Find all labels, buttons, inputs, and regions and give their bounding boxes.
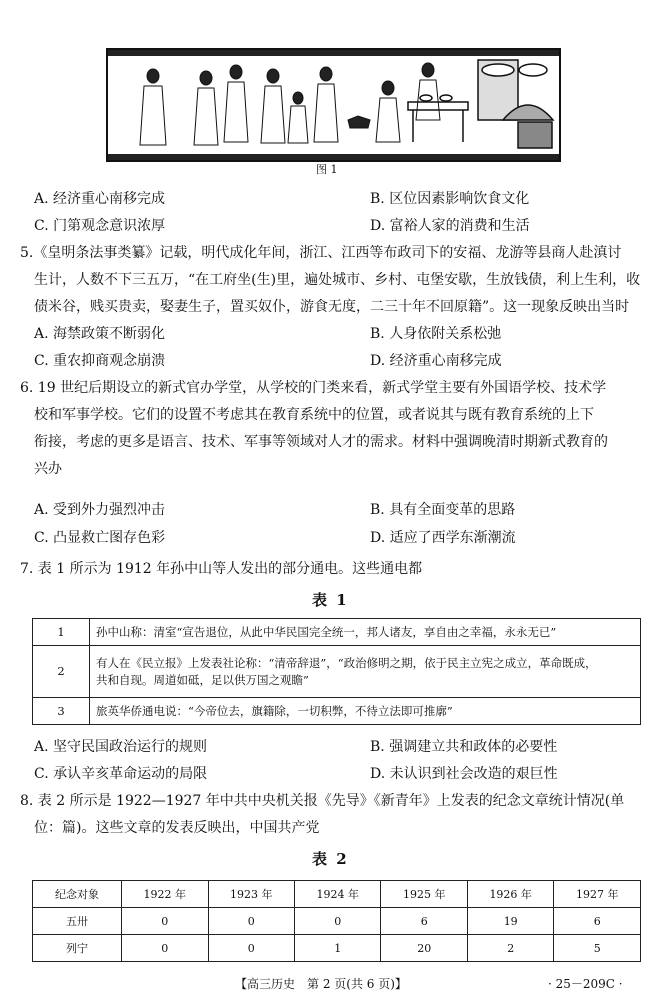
q6-option-b: B. 具有全面变革的思路 [370, 502, 516, 518]
table-1-cell-line: 有人在《民立报》上发表社论称：“清帝辞退”，“政治修明之期，依于民主立宪之成立，革命既成， [96, 655, 597, 670]
table-2-caption: 表 2 [312, 850, 349, 868]
table-row [33, 698, 641, 725]
figure-1-illustration [106, 48, 561, 162]
table-2-cell: 19 [467, 908, 553, 935]
table-2-cell: 5 [554, 935, 641, 962]
q5-option-a: A. 海禁政策不断弱化 [34, 326, 166, 342]
table-header-row [33, 881, 641, 908]
table-2-header-cell: 1924 年 [294, 881, 380, 908]
table-2-cell: 2 [467, 935, 553, 962]
q4-option-b: B. 区位因素影响饮食文化 [370, 191, 530, 207]
q4-option-c: C. 门第观念意识浓厚 [34, 218, 166, 234]
table-1 [32, 618, 641, 725]
table-2-cell: 20 [381, 935, 467, 962]
table-2-header-cell: 1927 年 [554, 881, 641, 908]
table-row [33, 908, 641, 935]
q7-stem: 7. 表 1 所示为 1912 年孙中山等人发出的部分通电。这些通电都 [20, 561, 423, 577]
table-row [33, 646, 641, 698]
table-1-cell-text: 旅英华侨通电说：“今帝位去，旗籍除，一切积弊，不待立法即可推廓” [90, 698, 641, 725]
table-2-cell: 0 [208, 935, 294, 962]
table-2-header-cell: 1926 年 [467, 881, 553, 908]
table-1-cell-num: 2 [33, 646, 90, 698]
q5-stem-line-2: 生计，人数不下三五万，“在工府坐(生)里，遍处城市、乡村、屯堡安歇，生放钱债，利上生利，收 [34, 272, 641, 288]
table-1-caption: 表 1 [312, 591, 349, 609]
q7-option-d: D. 未认识到社会改造的艰巨性 [370, 766, 558, 782]
table-2-cell: 6 [381, 908, 467, 935]
table-1-cell-num: 3 [33, 698, 90, 725]
table-row [33, 619, 641, 646]
table-1-cell-text: 孙中山称：清室“宣告退位，从此中华民国完全统一，邦人诸友，享自由之幸福，永永无已” [90, 619, 641, 646]
table-2-cell: 0 [294, 908, 380, 935]
q4-option-d: D. 富裕人家的消费和生活 [370, 218, 530, 234]
table-2-cell: 列宁 [33, 935, 122, 962]
table-2-header-cell: 1923 年 [208, 881, 294, 908]
q8-stem-line-2: 位：篇)。这些文章的发表反映出，中国共产党 [34, 820, 320, 836]
q7-option-b: B. 强调建立共和政体的必要性 [370, 739, 558, 755]
q6-stem-line-2: 校和军事学校。它们的设置不考虑其在教育系统中的位置，或者说其与既有教育系统的上下 [34, 407, 594, 423]
table-1-cell-num: 1 [33, 619, 90, 646]
table-2-header-cell: 1922 年 [122, 881, 208, 908]
table-2-cell: 1 [294, 935, 380, 962]
banquet-scene-drawing [108, 50, 559, 160]
q6-stem-line-1: 6. 19 世纪后期设立的新式官办学堂，从学校的门类来看，新式学堂主要有外国语学校、技术学 [20, 380, 607, 396]
q6-stem-line-4: 兴办 [34, 461, 62, 477]
table-2-header-cell: 纪念对象 [33, 881, 122, 908]
figure-1-caption: 图 1 [316, 163, 338, 176]
table-2-cell: 五卅 [33, 908, 122, 935]
q6-option-c: C. 凸显救亡图存色彩 [34, 530, 166, 546]
q6-option-d: D. 适应了西学东渐潮流 [370, 530, 516, 546]
table-2-header-cell: 1925 年 [381, 881, 467, 908]
table-row [33, 935, 641, 962]
q5-option-c: C. 重农抑商观念崩溃 [34, 353, 166, 369]
table-1-cell-line: 共和自现。周道如砥，足以供万国之观瞻” [96, 672, 309, 687]
table-2-cell: 0 [122, 908, 208, 935]
q6-stem-line-3: 衔接，考虑的更多是语言、技术、军事等领域对人才的需求。材料中强调晚清时期新式教育的 [34, 434, 608, 450]
q4-option-a: A. 经济重心南移完成 [34, 191, 166, 207]
table-2-cell: 0 [208, 908, 294, 935]
table-2-cell: 0 [122, 935, 208, 962]
q7-option-a: A. 坚守民国政治运行的规则 [34, 739, 208, 755]
table-1-cell-text [90, 646, 641, 698]
table-2-cell: 6 [554, 908, 641, 935]
footer-code: · 25－209C · [548, 977, 623, 991]
table-2 [32, 880, 641, 962]
q7-option-c: C. 承认辛亥革命运动的局限 [34, 766, 208, 782]
q5-option-b: B. 人身依附关系松弛 [370, 326, 502, 342]
q5-option-d: D. 经济重心南移完成 [370, 353, 502, 369]
q5-stem-line-1: 5.《皇明条法事类纂》记载，明代成化年间，浙江、江西等布政司下的安福、龙游等县商人赴滇讨 [20, 245, 622, 261]
q6-option-a: A. 受到外力强烈冲击 [34, 502, 166, 518]
footer-page-info: 【高三历史 第 2 页(共 6 页)】 [235, 977, 407, 991]
q5-stem-line-3: 债米谷，贱买贵卖，娶妻生子，置买奴仆，游食无度，二三十年不回原籍”。这一现象反映出当时 [34, 299, 630, 315]
q8-stem-line-1: 8. 表 2 所示是 1922—1927 年中共中央机关报《先导》《新青年》上发表的纪念文章统计情况(单 [20, 793, 625, 809]
